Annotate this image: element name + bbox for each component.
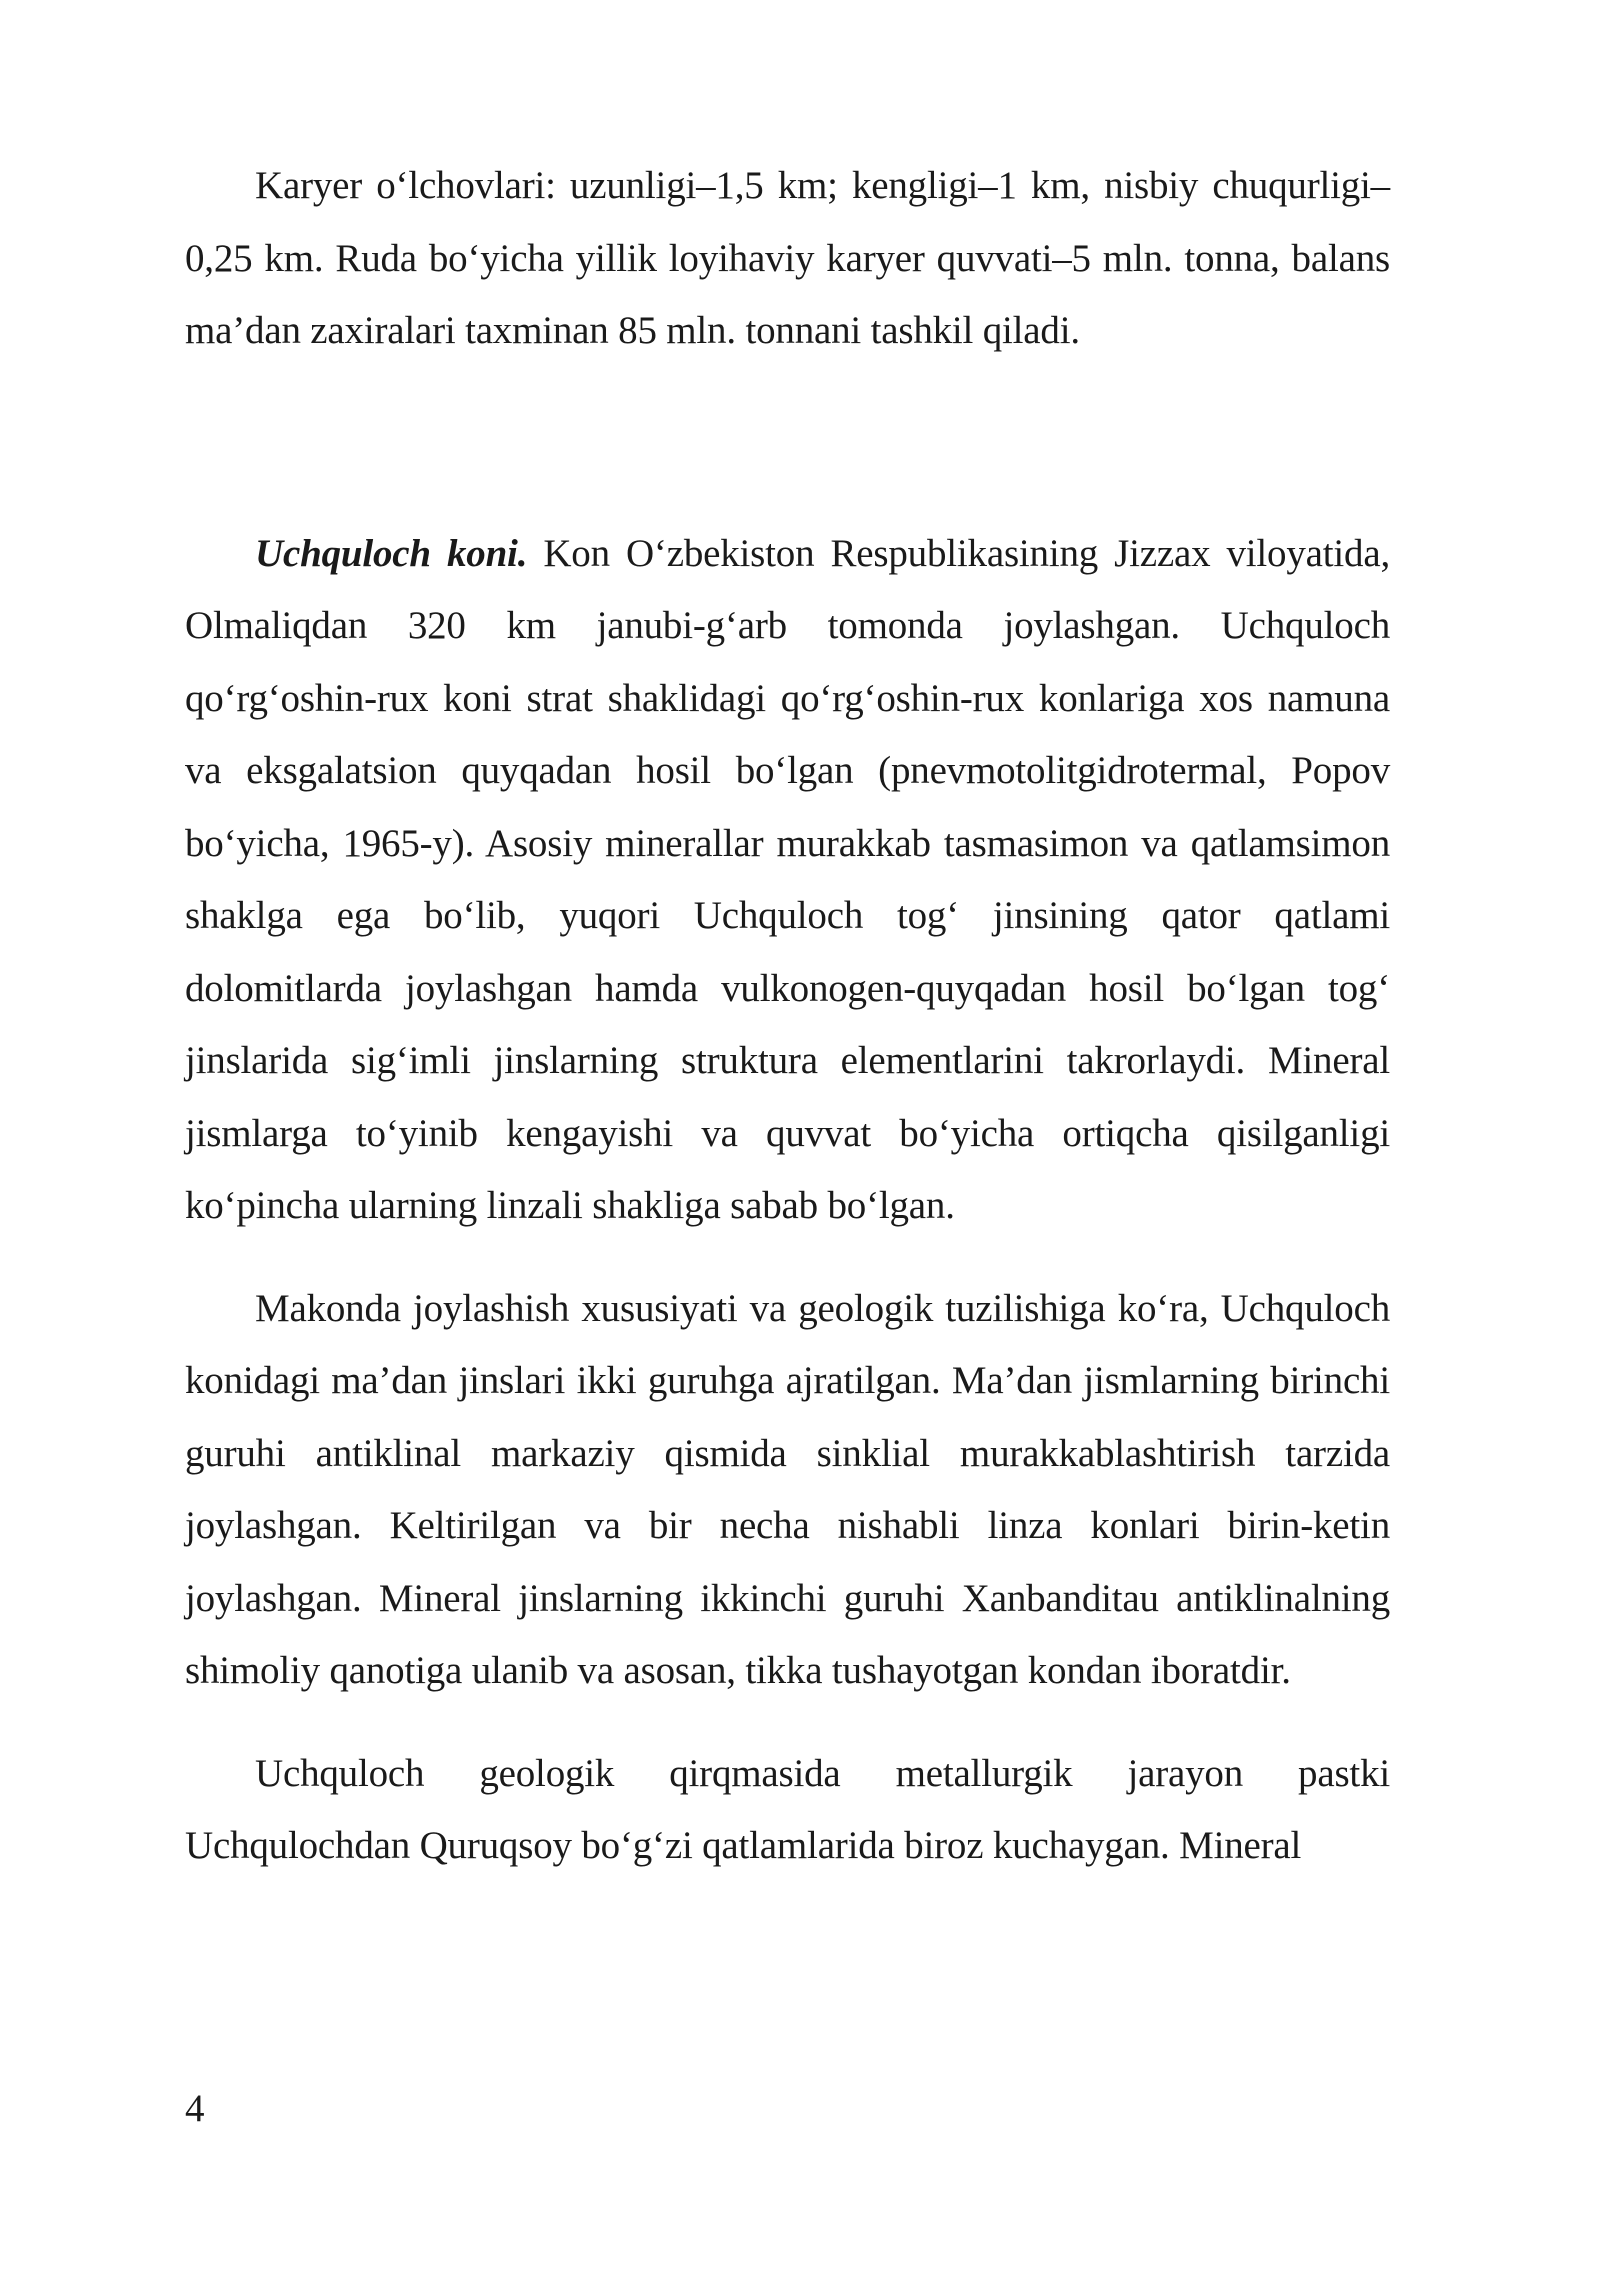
paragraph-text: Karyer oʻlchovlari: uzunligi–1,5 km; kengligi–1 km, nisbiy chuqurligi–0,25 km. Ruda boʻyicha yillik loyihaviy karyer quvvati–5 mln. tonna, balans ma’dan zaxiralari taxminan 85 mln. tonnani tashkil qiladi. bbox=[185, 164, 1390, 352]
paragraph-text: Makonda joylashish xususiyati va geologik tuzilishiga koʻra, Uchquloch konidagi ma’dan jinslari ikki guruhga ajratilgan. Ma’dan jismlarning birinchi guruhi antiklinal markaziy qismida sinklial murakkablashtirish tarzida joylashgan. Keltirilgan va bir necha nishabli linza konlari birin-ketin joylashgan. Mineral jinslarning ikkinchi guruhi Xanbanditau antiklinalning shimoliy qanotiga ulanib va asosan, tikka tushayotgan kondan iboratdir. bbox=[185, 1286, 1390, 1692]
page-body bbox=[185, 150, 1390, 1883]
paragraph-ore-groups bbox=[185, 1273, 1390, 1708]
paragraph-quarry-dimensions bbox=[185, 150, 1390, 368]
paragraph-uchquloch-deposit bbox=[185, 518, 1390, 1243]
section-heading: Uchquloch koni. bbox=[255, 531, 528, 575]
page-number: 4 bbox=[185, 2087, 205, 2130]
paragraph-text: Kon Oʻzbekiston Respublikasining Jizzax viloyatida, Olmaliqdan 320 km janubi-gʻarb tomonda joylashgan. Uchquloch qoʻrgʻoshin-rux koni strat shaklidagi qoʻrgʻoshin-rux konlariga xos namuna va eksgalatsion quyqadan hosil boʻlgan (pnevmotolitgidrotermal, Popov boʻyicha, 1965-y). Asosiy minerallar murakkab tasmasimon va qatlamsimon shaklga ega boʻlib, yuqori Uchquloch togʻ jinsining qator qatlami dolomitlarda joylashgan hamda vulkonogen-quyqadan hosil boʻlgan togʻ jinslarida sigʻimli jinslarning struktura elementlarini takrorlaydi. Mineral jismlarga toʻyinib kengayishi va quvvat boʻyicha ortiqcha qisilganligi koʻpincha ularning linzali shakliga sabab boʻlgan. bbox=[185, 531, 1390, 1227]
paragraph-text: Uchquloch geologik qirqmasida metallurgik jarayon pastki Uchqulochdan Quruqsoy boʻgʻzi qatlamlarida biroz kuchaygan. Mineral bbox=[185, 1751, 1390, 1867]
paragraph-geologic-section bbox=[185, 1738, 1390, 1883]
